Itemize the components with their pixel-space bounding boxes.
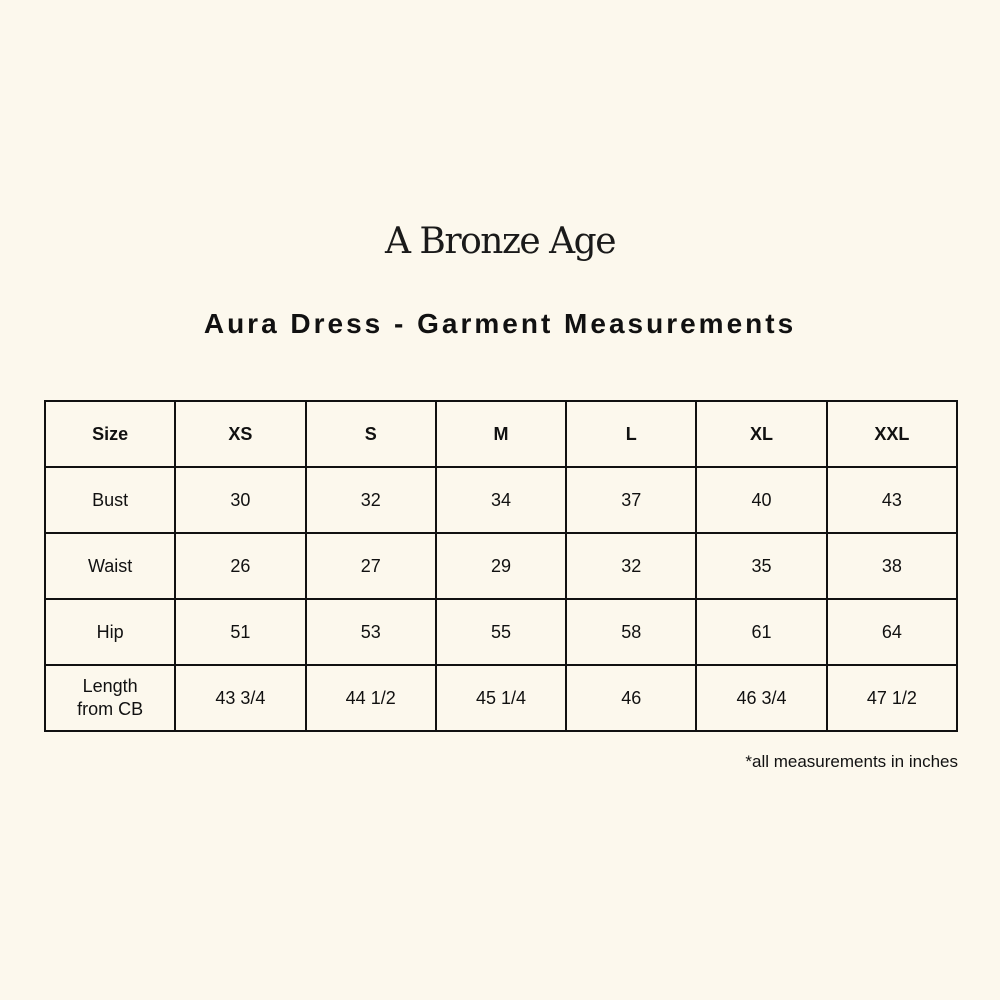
cell-bust-xs: 30 — [175, 467, 305, 533]
table-row-hip — [45, 599, 957, 665]
cell-length-l: 46 — [566, 665, 696, 731]
cell-waist-xxl: 38 — [827, 533, 957, 599]
cell-bust-xl: 40 — [696, 467, 826, 533]
header-cell-s: S — [306, 401, 436, 467]
cell-bust-m: 34 — [436, 467, 566, 533]
cell-length-xxl: 47 1/2 — [827, 665, 957, 731]
cell-waist-l: 32 — [566, 533, 696, 599]
cell-waist-xl: 35 — [696, 533, 826, 599]
cell-hip-s: 53 — [306, 599, 436, 665]
cell-waist-xs: 26 — [175, 533, 305, 599]
table-row-waist — [45, 533, 957, 599]
measurement-note: *all measurements in inches — [745, 752, 958, 771]
cell-hip-l: 58 — [566, 599, 696, 665]
table-row-length — [45, 665, 957, 731]
cell-length-s: 44 1/2 — [306, 665, 436, 731]
header-cell-xxl: XXL — [827, 401, 957, 467]
cell-length-m: 45 1/4 — [436, 665, 566, 731]
header-cell-size: Size — [45, 401, 175, 467]
row-label-waist: Waist — [45, 533, 175, 599]
cell-waist-s: 27 — [306, 533, 436, 599]
header-cell-m: M — [436, 401, 566, 467]
table-row-bust — [45, 467, 957, 533]
cell-bust-xxl: 43 — [827, 467, 957, 533]
cell-bust-l: 37 — [566, 467, 696, 533]
cell-hip-xxl: 64 — [827, 599, 957, 665]
header-cell-xs: XS — [175, 401, 305, 467]
table-header-row — [45, 401, 957, 467]
header-cell-l: L — [566, 401, 696, 467]
cell-length-xl: 46 3/4 — [696, 665, 826, 731]
row-label-length-text: Length from CB — [77, 676, 144, 719]
measurements-table — [44, 400, 958, 732]
page-title: Aura Dress - Garment Measurements — [203, 308, 797, 339]
row-label-hip: Hip — [45, 599, 175, 665]
cell-hip-m: 55 — [436, 599, 566, 665]
cell-bust-s: 32 — [306, 467, 436, 533]
cell-waist-m: 29 — [436, 533, 566, 599]
row-label-bust: Bust — [45, 467, 175, 533]
header-cell-xl: XL — [696, 401, 826, 467]
cell-hip-xs: 51 — [175, 599, 305, 665]
brand-logo: A Bronze Age — [384, 221, 616, 262]
row-label-length — [45, 665, 175, 731]
cell-hip-xl: 61 — [696, 599, 826, 665]
cell-length-xs: 43 3/4 — [175, 665, 305, 731]
